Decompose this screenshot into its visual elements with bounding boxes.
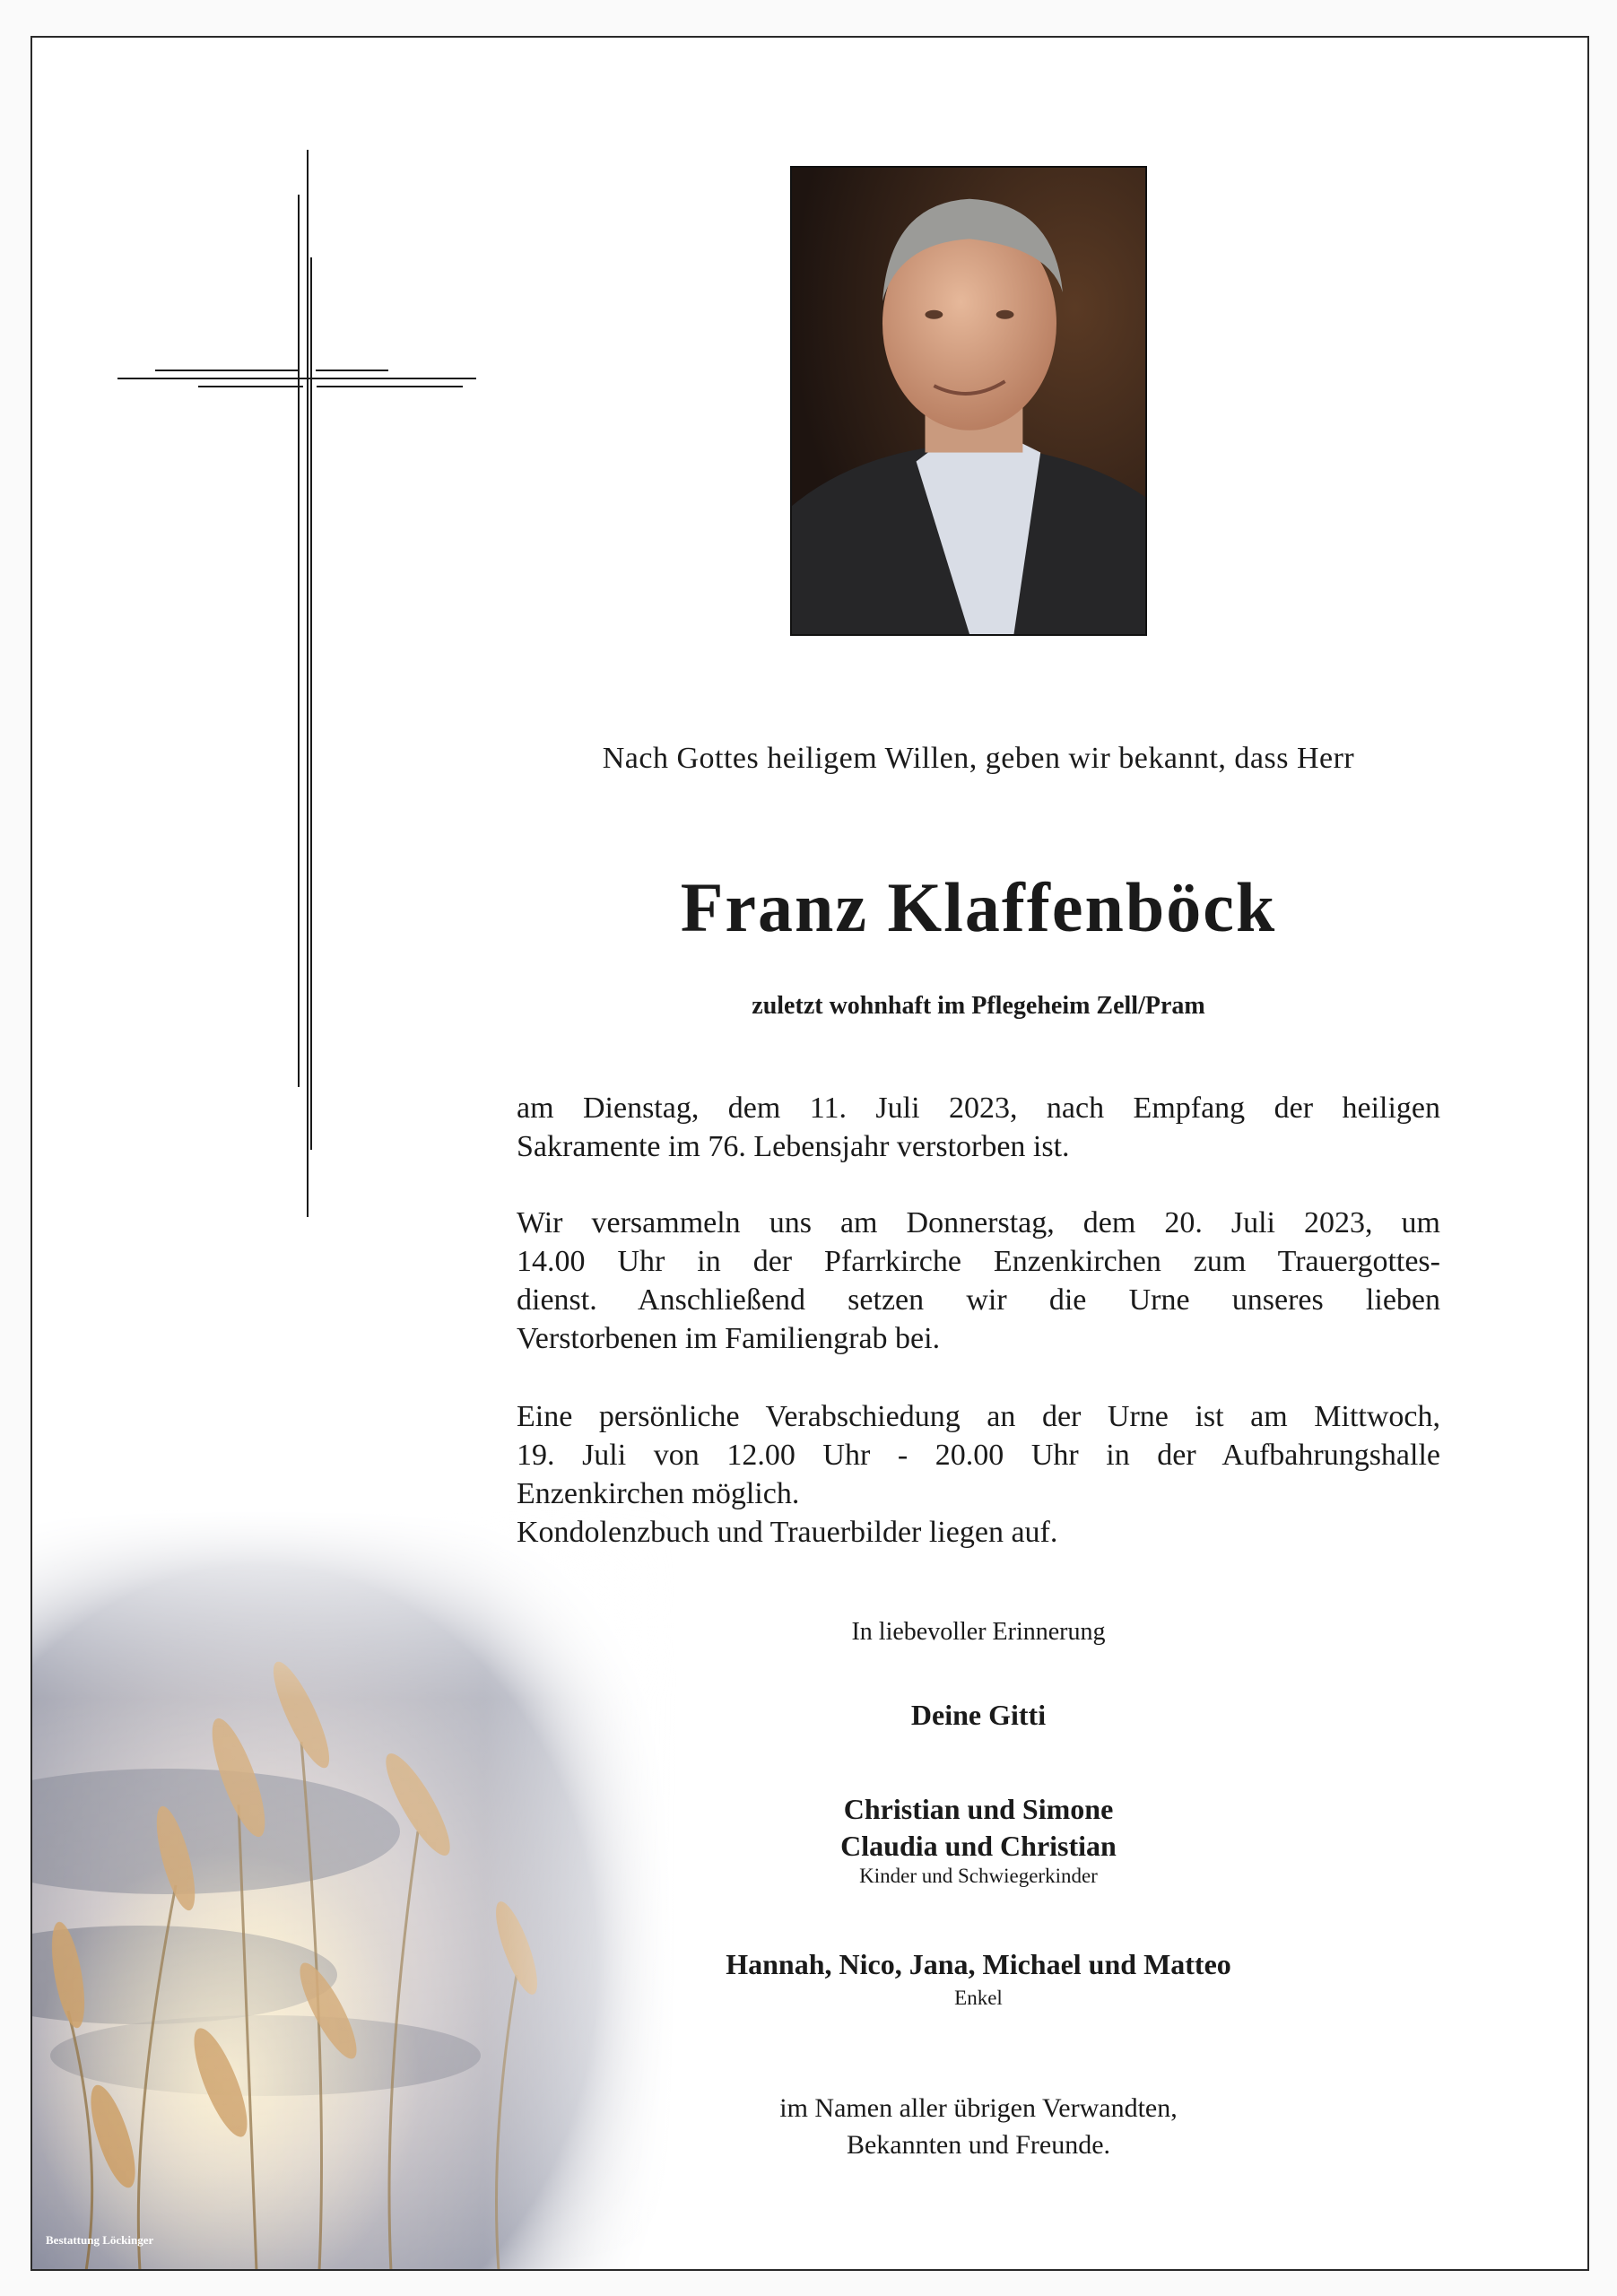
viewing-line: 19. Juli von 12.00 Uhr - 20.00 Uhr in der Aufbahrungshalle xyxy=(517,1439,1440,1472)
death-line: am Dienstag, dem 11. Juli 2023, nach Empfang der heiligen xyxy=(517,1091,1440,1125)
memory-line: In liebevoller Erinnerung xyxy=(851,1618,1106,1646)
deceased-residence: zuletzt wohnhaft im Pflegeheim Zell/Pram xyxy=(752,992,1205,1020)
closing-lines xyxy=(517,2090,1440,2163)
spouse-name: Deine Gitti xyxy=(910,1699,1047,1731)
service-line: 14.00 Uhr in der Pfarrkirche Enzenkirchen zum Trauergottes- xyxy=(517,1245,1440,1278)
portrait-photo xyxy=(790,166,1147,636)
closing-line: im Namen aller übrigen Verwandten, xyxy=(779,2093,1178,2123)
service-line: Wir versammeln uns am Donnerstag, dem 20. Juli 2023, um xyxy=(517,1206,1440,1239)
deceased-name: Franz Klaffenböck xyxy=(680,868,1277,946)
children-label: Kinder und Schwiegerkinder xyxy=(859,1865,1098,1887)
grandchildren-label: Enkel xyxy=(954,1987,1003,2009)
service-line: Verstorbenen im Familiengrab bei. xyxy=(517,1322,941,1355)
viewing-line: Eine persönliche Verabschiedung an der Urne ist am Mittwoch, xyxy=(517,1400,1440,1433)
cross-icon xyxy=(117,150,476,1262)
viewing-paragraph xyxy=(517,1397,1440,1552)
death-line: Sakramente im 76. Lebensjahr verstorben ist. xyxy=(517,1130,1070,1163)
funeral-home-credit: Bestattung Löckinger xyxy=(46,2233,154,2247)
grandchildren-names: Hannah, Nico, Jana, Michael und Matteo xyxy=(726,1948,1231,1980)
viewing-line: Enzenkirchen möglich. xyxy=(517,1477,800,1510)
closing-line: Bekannten und Freunde. xyxy=(846,2130,1111,2160)
condolence-line: Kondolenzbuch und Trauerbilder liegen auf. xyxy=(517,1516,1058,1549)
death-paragraph xyxy=(517,1089,1440,1166)
child-couple: Claudia und Christian xyxy=(840,1830,1117,1862)
obituary-card xyxy=(30,36,1589,2271)
service-paragraph xyxy=(517,1204,1440,1358)
intro-text: Nach Gottes heiligem Willen, geben wir bekannt, dass Herr xyxy=(602,742,1355,775)
service-line: dienst. Anschließend setzen wir die Urne unseres lieben xyxy=(517,1283,1440,1317)
children-names xyxy=(517,1791,1440,1865)
child-couple: Christian und Simone xyxy=(843,1793,1114,1825)
